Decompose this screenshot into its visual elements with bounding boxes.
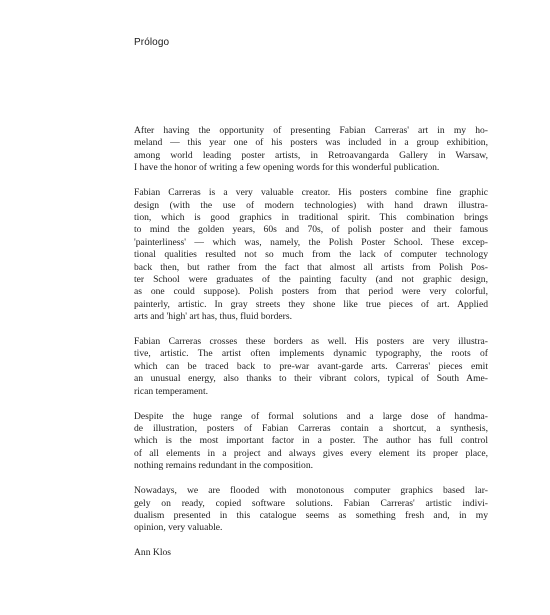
text-line: meland — this year one of his posters was included in a group exhibition, (134, 137, 488, 149)
text-line: of all elements in a project and always gives every element its proper place, (134, 447, 488, 459)
paragraph (134, 125, 488, 175)
paragraph-spacer (134, 323, 488, 336)
text-line: which is the most important factor in a poster. The author has full control (134, 435, 488, 447)
text-line: nothing remains redundant in the composition. (134, 460, 314, 472)
text-line: de illustration, posters of Fabian Carreras contain a shortcut, a synthesis, (134, 422, 488, 434)
text-line: tive, artistic. The artist often implements dynamic typography, the roots of (134, 348, 488, 360)
paragraph-spacer (134, 535, 488, 548)
text-line: Nowadays, we are flooded with monotonous computer graphics based lar- (134, 485, 488, 497)
text-line: an unusual energy, also thanks to their vibrant colors, typical of South Ame- (134, 373, 488, 385)
text-line: After having the opportunity of presenting Fabian Carreras' art in my ho- (134, 125, 488, 136)
text-line: back then, but rather from the fact that almost all artists from Polish Pos- (134, 261, 488, 273)
text-line: I have the honor of writing a few opening words for this wonderful publication. (134, 162, 440, 174)
text-line: as one could suppose). Polish posters from that period were very colorful, (134, 286, 488, 298)
author-signature: Ann Klos (134, 547, 172, 559)
paragraph (134, 187, 488, 323)
text-line: gely on ready, copied software solutions. Fabian Carreras' artistic indivi- (134, 497, 488, 509)
text-line: arts and 'high' art has, thus, fluid borders. (134, 311, 292, 323)
text-line: 'painterliness' — which was, namely, the Polish Poster School. These excep- (134, 236, 488, 248)
text-line: painterly, artistic. In gray streets they shone like true pieces of art. Applied (134, 298, 488, 310)
text-line: design (with the use of modern technologies) with hand drawn illustra- (134, 199, 488, 211)
text-line: dualism presented in this catalogue seems as something fresh and, in my (134, 509, 488, 521)
paragraph (134, 485, 488, 535)
text-line: rican temperament. (134, 385, 209, 397)
text-line: tional qualities resulted not so much from the lack of computer technology (134, 249, 488, 261)
paragraph (134, 411, 488, 473)
paragraph (134, 336, 488, 398)
text-line: opinion, very valuable. (134, 522, 223, 534)
text-line: Fabian Carreras is a very valuable creator. His posters combine fine graphic (134, 187, 488, 199)
text-line: which can be traced back to pre-war avant-garde arts. Carreras' pieces emit (134, 360, 488, 372)
text-line: tion, which is good graphics in traditional spirit. This combination brings (134, 211, 488, 223)
text-line: among world leading poster artists, in Retroavangarda Gallery in Warsaw, (134, 149, 488, 161)
text-line: Fabian Carreras crosses these borders as well. His posters are very illustra- (134, 336, 488, 348)
text-line: Despite the huge range of formal solutions and a large dose of handma- (134, 410, 488, 422)
prologue-body (134, 125, 488, 560)
paragraph-spacer (134, 473, 488, 486)
text-line: ter School were graduates of the painting faculty (and not graphic design, (134, 273, 488, 285)
paragraph-spacer (134, 175, 488, 188)
text-line: to mind the golden years, 60s and 70s, of polish poster and their famous (134, 224, 488, 236)
paragraph-spacer (134, 398, 488, 411)
page-heading: Prólogo (134, 37, 170, 48)
